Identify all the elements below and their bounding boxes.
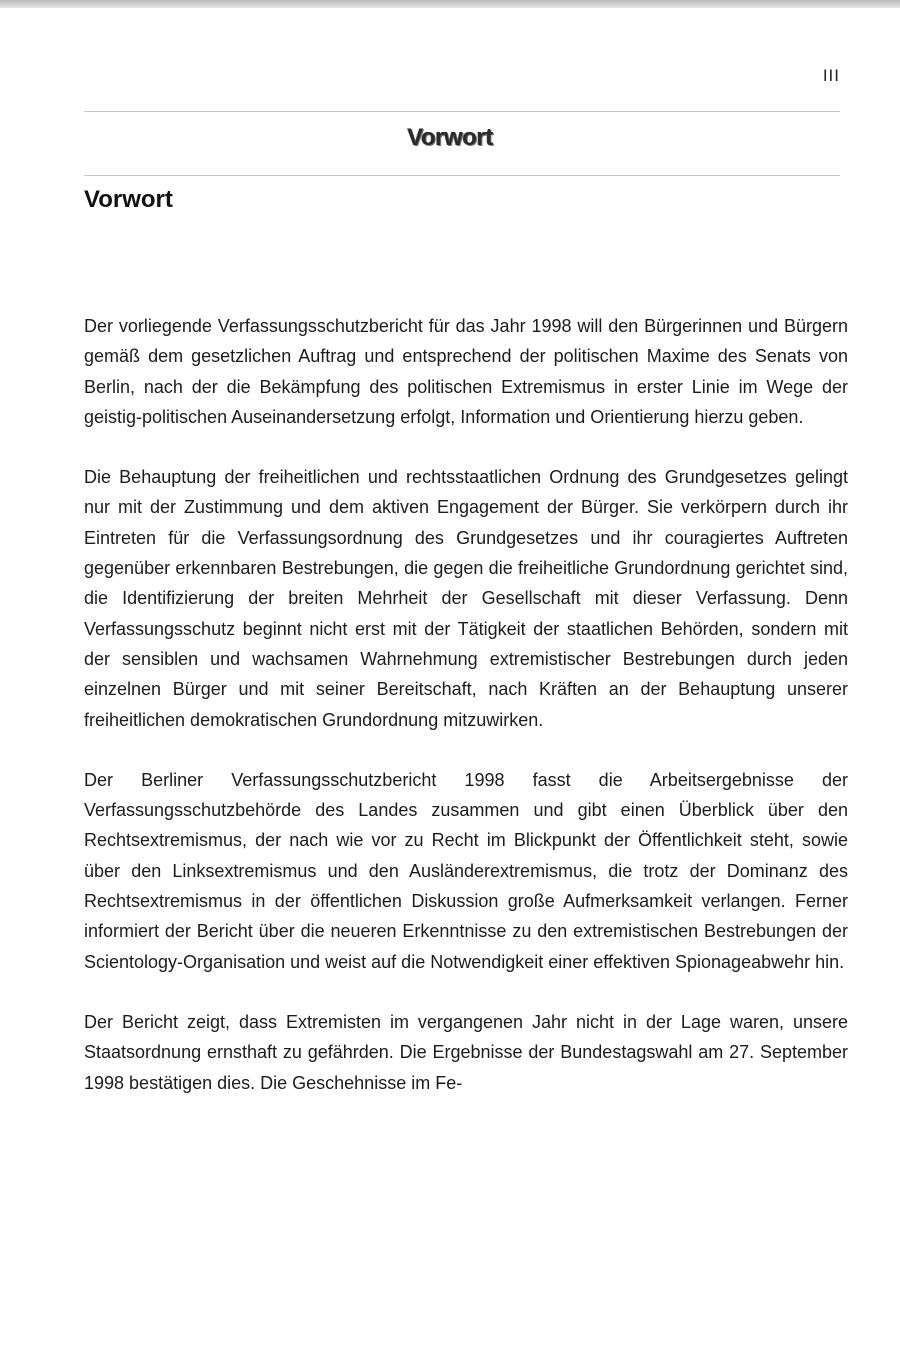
paragraph: Der Bericht zeigt, dass Extremisten im vergangenen Jahr nicht in der Lage waren, unsere Staatsordnung ernsthaft zu gefährden. Die Ergebnisse der Bundestagswahl am 27. September 1998 bestätigen dies. Die Geschehnisse im Fe- [84, 1011, 848, 1093]
scan-top-edge [0, 0, 900, 8]
paragraph: Der vorliegende Verfassungsschutzbericht für das Jahr 1998 will den Bürgerinnen und Bürgern gemäß dem gesetzlichen Auftrag und entsprechend der politischen Maxime des Senats von Berlin, nach der die Bekämpfung des politischen Extremismus in erster Linie im Wege der geistig-politischen Auseinandersetzung erfolgt, Information und Orientierung hierzu geben. [84, 316, 848, 427]
paragraph: Der Berliner Verfassungsschutzbericht 1998 fasst die Arbeitsergebnisse der Verfassungsschutzbehörde des Landes zusammen und gibt einen Überblick über den Rechtsextremismus, der nach wie vor zu Recht im Blickpunkt der Öffentlichkeit steht, sowie über den Linksextremismus und den Ausländerextremismus, die trotz der Dominanz des Rechtsextremismus in der öffentlichen Diskussion große Aufmerksamkeit verlangen. Ferner informiert der Bericht über die neueren Erkenntnisse zu den extremistischen Bestrebungen der Scientology-Organisation und weist auf die Notwendigkeit einer effektiven Spionageabwehr hin. [84, 769, 848, 972]
header-rule-top [84, 111, 840, 112]
chapter-title: Vorwort [84, 186, 173, 213]
running-header: Vorwort [407, 124, 493, 151]
page-number: III [822, 66, 840, 85]
header-rule-bottom [84, 175, 840, 176]
body-text [84, 311, 848, 1128]
paragraph: Die Behauptung der freiheitlichen und rechtsstaatlichen Ordnung des Grundgesetzes gelingt nur mit der Zustimmung und dem aktiven Engagement der Bürger. Sie verkörpern durch ihr Eintreten für die Verfassungsordnung des Grundgesetzes und ihr couragiertes Auftreten gegenüber erkennbaren Bestrebungen, die gegen die freiheitliche Grundordnung gerichtet sind, die Identifizierung der breiten Mehrheit der Gesellschaft mit dieser Verfassung. Denn Verfassungsschutz beginnt nicht erst mit der Tätigkeit der staatlichen Behörden, sondern mit der sensiblen und wachsamen Wahrnehmung extremistischer Bestrebungen durch jeden einzelnen Bürger und mit seiner Bereitschaft, nach Kräften an der Behauptung unserer freiheitlichen demokratischen Grundordnung mitzuwirken. [84, 467, 848, 730]
